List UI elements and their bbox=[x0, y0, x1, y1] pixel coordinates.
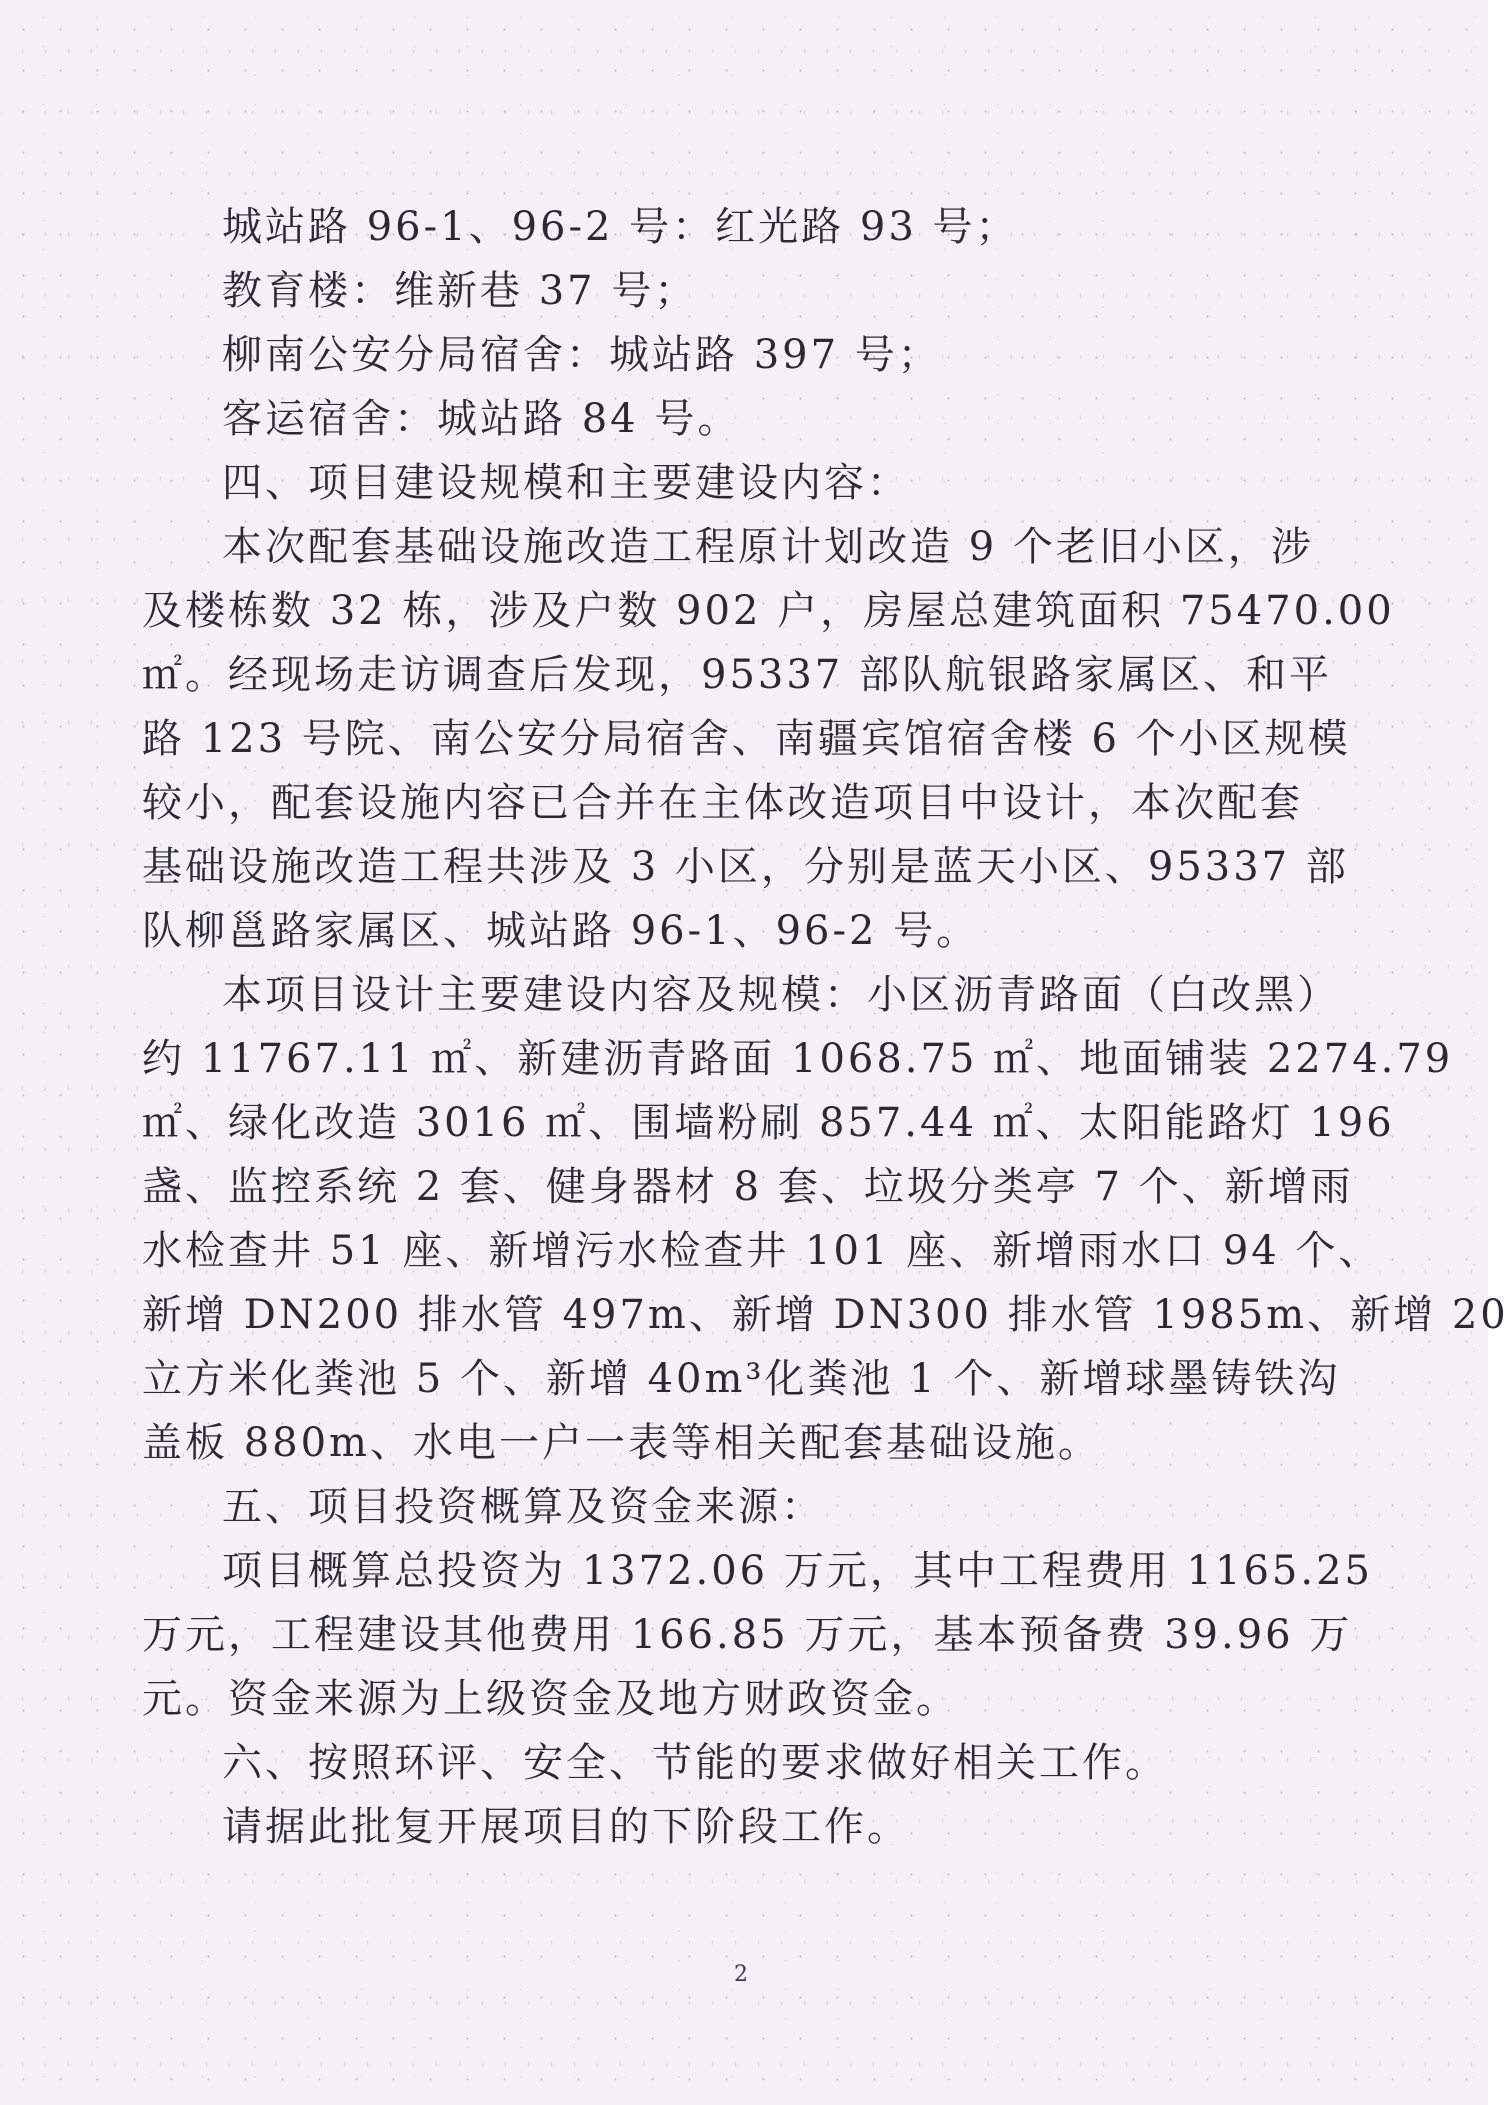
paragraph-line: 基础设施改造工程共涉及 3 小区，分别是蓝天小区、95337 部 bbox=[142, 844, 1349, 890]
section-heading-investment: 五、项目投资概算及资金来源： bbox=[222, 1484, 824, 1530]
paragraph-line: 新增 DN200 排水管 497m、新增 DN300 排水管 1985m、新增 20 bbox=[142, 1292, 1509, 1338]
paragraph-line: 约 11767.11 ㎡、新建沥青路面 1068.75 ㎡、地面铺装 2274.79 bbox=[142, 1036, 1454, 1082]
paragraph-line: 盏、监控系统 2 套、健身器材 8 套、垃圾分类亭 7 个、新增雨 bbox=[142, 1164, 1354, 1210]
paragraph-line: 项目概算总投资为 1372.06 万元，其中工程费用 1165.25 bbox=[222, 1548, 1373, 1594]
address-line-chengzhan: 城站路 96-1、96-2 号：红光路 93 号； bbox=[222, 204, 1019, 250]
paragraph-line: 元。资金来源为上级资金及地方财政资金。 bbox=[142, 1676, 959, 1722]
paragraph-line: 本项目设计主要建设内容及规模：小区沥青路面（白改黑） bbox=[222, 972, 1340, 1018]
address-line-transport-dormitory: 客运宿舍：城站路 84 号。 bbox=[222, 396, 741, 442]
paragraph-line: 万元，工程建设其他费用 166.85 万元，基本预备费 39.96 万 bbox=[142, 1612, 1353, 1658]
address-line-police-dormitory: 柳南公安分局宿舍：城站路 397 号； bbox=[222, 332, 941, 378]
paragraph-line: ㎡、绿化改造 3016 ㎡、围墙粉刷 857.44 ㎡、太阳能路灯 196 bbox=[142, 1100, 1395, 1146]
address-line-education-building: 教育楼：维新巷 37 号； bbox=[222, 268, 698, 314]
paragraph-line: 较小，配套设施内容已合并在主体改造项目中设计，本次配套 bbox=[142, 780, 1303, 826]
paragraph-line: 水检查井 51 座、新增污水检查井 101 座、新增雨水口 94 个、 bbox=[142, 1228, 1382, 1274]
page-number: 2 bbox=[734, 1962, 748, 1987]
section-heading-requirements: 六、按照环评、安全、节能的要求做好相关工作。 bbox=[222, 1740, 1168, 1786]
paragraph-line: 队柳邕路家属区、城站路 96-1、96-2 号。 bbox=[142, 908, 980, 954]
closing-line: 请据此批复开展项目的下阶段工作。 bbox=[222, 1804, 910, 1850]
paragraph-line: 盖板 880m、水电一户一表等相关配套基础设施。 bbox=[142, 1420, 1101, 1466]
paragraph-line: ㎡。经现场走访调查后发现，95337 部队航银路家属区、和平 bbox=[142, 652, 1332, 698]
paragraph-line: 及楼栋数 32 栋，涉及户数 902 户，房屋总建筑面积 75470.00 bbox=[142, 588, 1395, 634]
section-heading-scale: 四、项目建设规模和主要建设内容： bbox=[222, 460, 910, 506]
document-body bbox=[142, 195, 1509, 1859]
paragraph-line: 立方米化粪池 5 个、新增 40m³化粪池 1 个、新增球墨铸铁沟 bbox=[142, 1356, 1341, 1402]
paragraph-line: 本次配套基础设施改造工程原计划改造 9 个老旧小区，涉 bbox=[222, 524, 1314, 570]
paragraph-line: 路 123 号院、南公安分局宿舍、南疆宾馆宿舍楼 6 个小区规模 bbox=[142, 716, 1351, 762]
